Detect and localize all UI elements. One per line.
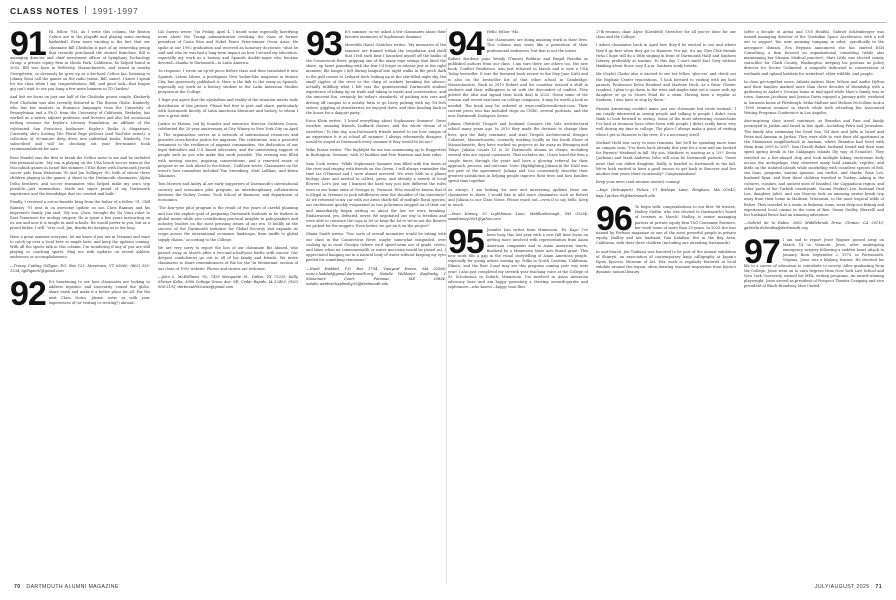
note-paragraph: As always, I am looking for new and interesting updates from our classmates to share. I would like to add more classmates such as Robert and Juliana to our Class Notes. Please reach out—even if to say hello. Keep in touch.	[448, 187, 588, 208]
note-paragraph: Justice in Motion, led by founder and executive director Cathleen Caron, celebrated the 20-year anniversary at City Winery in New York City on April 3. The organization serves as a network of international resources and provides cross-border justice for migrants. The celebration 'was a powerful testament to the resilience of migrant communities, the dedication of our legal defenders and U.S.-based advocates, and the unwavering support of people such as you who make this work possible. The evening was filled with moving stories, inspiring conversations, and a renewed sense of purpose as we look ahead to the future,' Cathleen wrote. Classmates on the event's host committee included Tim Greenberg, Matt LeBlanc, and Kenta Takamori.	[158, 122, 298, 179]
class-year-numeral: 91	[10, 30, 46, 63]
right-page	[448, 30, 886, 580]
left-page	[10, 30, 448, 580]
correspondent-signature: —Gabriel de la Rubia, 3062 Middlebrook Drive, Clinton, CA 20115; gabriela.delarubia@dartmouth.org	[744, 221, 884, 231]
note-paragraph: It's heartening to see how classmates are looking to address injustice and insecurity 'round the globe, share earth and make it a better place for all. For the next Class Notes, please write in with your experiences of (or visiting or retiring?) abroad.	[48, 279, 150, 305]
correspondent-signature: —Tracey Cutting Gilligan, P.O. Box 123, Moretown, VT 05660; (802) 555-1234; tgilligan91@gmail.com	[10, 263, 150, 273]
note-paragraph: Ifir (Soyhi) Clarke also is excited to see her fellow 'glee-ers' and check out the Hopkins Center renovations. 'I look forward to visiting with my host parents, Professors Kevin Reinhart and Marlene Heck. As a River Cluster resident, I plan to go down to the river and maybe take out a canoe with my daughter or go to Storrs Pond for a swim. Having been a regular at Sanborn, I also have to stop by there.'	[596, 72, 736, 103]
class-note-entry	[10, 274, 150, 313]
left-column-1	[10, 30, 150, 580]
class-year-numeral: 93	[306, 30, 342, 63]
note-paragraph: Michael Hold was sorry to miss reunions, but he'll be spending more time on campus soon. 'I've been back already this year for a tour and am booked for Parents' Weekend in fall. My son, Matthew, is starting as a '29!' Devin (Jackson) and Mark Andrews (who will soon be Dartmouth parents. 'Great news that our oldest daughter, Reilly, is headed to Dartmouth in the fall. We're both excited to have a good excuse to get back to Hanover and live another four years there vicariously!' Congratulations!	[596, 140, 736, 177]
note-paragraph: In mid-March, Jen Tsakumi was honored to be part of the annual exhibition of Shinryū, an association of contemporary kanji calligraphy at Japan's Kyoto Kyocera Museum of Art. Her work is regularly featured in local exhibits around the region, often drawing seasonal inspiration from Kyoto's dynamic natural beauty.	[596, 249, 736, 275]
note-paragraph: Hi, fellow '91s. As I write this column, the Boston Celtics are in the playoffs and playing some exciting basketball. Even more exciting is the fact that our classmate Bill Chisholm is part of an ownership group that recently purchased the storied franchise. Bill is managing director and chief investment officer of Symphony Technology Group, a private equity firm in Menlo Park, California, he helped found in 2002. Bill was born in Wellesley, Massachusetts, and raised in nearby Georgetown, so obviously he grew up as a die-hard Celtics fan, listening to Johnny Most call the games on the radio (same, Bill, same). I know I speak for the class when I say congratulations, Bill, and good luck—that league gig can't wait to see you hang a few more banners in TD Garden!	[10, 30, 150, 92]
class-note-entry	[596, 199, 736, 276]
header-rule	[10, 22, 886, 23]
correspondent-signature: —Kaja (Schuppert) Pickes, 11 Bishops Lane, Hingham, MA 02043; kaja.l.pickes.95@dartmouth.edu	[596, 188, 736, 198]
note-paragraph: Finally, I received a not-so-humble brag from the father of a fellow '91, Cliff Ramsay '91 sent in on awesome update on son Chris Ramsay and his impressive family. Jim said, 'My son, Chris, brought the Da Vinci robot to East Tennessee for urology surgery. He is spent a few years instructing on its use and now it is taught in med schools. He would prefer to you, but as a proud father, I will.' Very cool, Jim, thanks for keeping us in the loop.	[10, 200, 150, 231]
class-note-entry	[158, 30, 298, 290]
note-paragraph: Juliana (Wettick) Tiropoli and husband Conners the Vale architectural school many years ago. In 2010 they made the decision to change their lives, quit the daily commute, and start Tiropoli Architectural Design's Cohasset, Massachusetts, currently working locally on the South Shore of Massachusetts, they have worked on projects as far away as Winnipeg and Tokyo. Juliana counts 15 to 20 Dartmouth alumni as clients, including several who are repeat customers. That includes me; I have hired the firm a couple times through the years and have a glowing referral for their approach, process, and outcome. Note: Highlighting Juliana in the DAM was not part of the agreement! Juliana and Ceo consistently describe their greatest satisfaction in helping people improve their lives and how families spend time together.	[448, 122, 588, 184]
note-paragraph: 27th-reunion chair Alyse (Kornfeld) Streicher for all you've done for our class and the College.	[596, 30, 736, 40]
note-paragraph: Have a great summer everyone, let me know if you are in Vermont and want to catch up over a local beer or maple latte, and keep the updates coming. With all the sports talk in this column, I'm wondering if any of you are still playing or coaching sports. Ping me with updates on recent athletic endeavors or accomplishments.	[10, 234, 150, 260]
note-paragraph: Meredith (Katz) Gantcher writes: 'My memories of the summer are framed within the trepidation and thrill that I felt each time I launched myself off the banks of the Connecticut River, gripping one of the many rope swings that lined the shore, up heart pounding with the fear I'd forget to release just at the right moment; the longer I felt during languid late night walks in the pitch dark to the golf course or Ledyard dock looking up at the star-filled night sky, the small ripples of the river or the chirp of crickets breaking the silence; actually fulfilling what I felt was the quintessential Dartmouth student experience of hiking up on trails and taking in meals and conversation; and the innocent fun, certainly for today's standards, of packing into cars and driving off campus to a nearby farm to go berry picking with my Tri-Delt sisters, giggling at strawberries we enjoyed there, and then heading back to the house for a daiquiri party.'	[306, 43, 446, 116]
note-paragraph: Ross Mandel was the first to break the Celtics news to me and he included this personal note: 'My son is playing on the USA beach soccer team at the Maccabiah games in Israel this summer. I'll be there with Dartmouth Jewish soccer pals Dana Weinstein '90 and Jon Sollinger '90, both of whose three children playing in the games. A shout to the Dartmouth classmates, Alpha Delta brothers, and soccer teammates who helped make my son's trip possible—just tremendous. Made me super proud of my Dartmouth experience and the friendships that we created and built.'	[10, 155, 150, 197]
left-column-2	[158, 30, 298, 580]
class-year-numeral: 96	[596, 199, 632, 238]
section-title: CLASS NOTES	[10, 6, 80, 16]
right-page-number: 71	[875, 584, 882, 590]
note-paragraph: Hello, fellow '94s.	[486, 30, 520, 34]
note-paragraph: Shana Smith writes: 'Two sorts of overall memories would be tubing with our class in the Connecticut River, maybe somewhat misguided, over cooking up in rural Georgia (where we'd speed-swim out of grade, rivers, and lakes when no commonwealth or water moccasin would be joined us). I appreciated hanging out in a natural body of water without keeping my eyes peeled for something venomous!'	[306, 232, 446, 263]
note-paragraph: I asked classmates back in April how they'd be excited to see and where they'd go first when they got to Hanover. For me, it's my Glee Club friends (who I hope will do a little singing in front of Dartmouth Hall) and Sanborn Library, preferably at teatime. To this day, I can't smell Earl Grey without thinking about those cozy 4 p.m. Sanborn study breaks.	[596, 43, 736, 69]
note-paragraph: Erica Klein writes: 'I loved everything about Sophomore Summer! Great weather, amazing friends, laidback classes, and the whole dream of it ourselves! To this day, non-Dartmouth friends marvel to me how unique of an experience it is at school all summer. I always vehemently disagree. I would've stayed at Dartmouth every summer if they would've let me!'	[306, 119, 446, 145]
class-year-numeral: 94	[448, 30, 484, 63]
class-year-numeral: 92	[10, 274, 46, 313]
class-year-numeral: 97	[744, 232, 780, 271]
note-paragraph: Tom Morrow and Andry Al are early supporters of Dartmouth's international security and economics pilot program, an interdisciplinary collaboration between the Dickey Center, Tuck School of Business, and department of economics.	[158, 182, 298, 203]
class-note-entry	[596, 30, 736, 199]
note-paragraph: (after a decade at Aetna and CVS Health). Gabriel Schlemberger was named managing director of the Quotidian Space Accelerator, with a roll out to support 'the next amazing company in orbit,' specifically in the aerospace domain. Eva Heyman announced she has started ESH Consulting, a firm focused on organizational consulting (while also maintaining her Mission Medical practice), Matt Little was elected county councillor for Clark County, Washington, keeping his position as policy director for Doctor Unlimited, a nonprofit dedicated to conservation of wetlands and upland habitats for waterfowl, other wildlife, and people.	[744, 30, 884, 76]
note-paragraph: Pamela Armstrong couldn't name just one classmate but wrote instead: 'I am totally interested in seeing people and talking to people I didn't even think to look forward to seeing. Some of the most interesting connections I've had at reunions have often been with people I didn't really know very well during my time in college. The place I always make a point of visiting when I get to Hanover is the river. It's a necessary stroll.'	[596, 106, 736, 137]
right-footer	[815, 584, 886, 594]
left-page-number: 70	[14, 584, 21, 590]
correspondent-signature: —Nunb Haddad, P.O. Box 1754, Vineyard Haven, MA 02568; nunz.r.haddad@gmail.dartmouth.org; Natalie Weldoner Kaplinsky, 1 Stonemore Court, Potomac, MD 20854; natalie.weidner.kaplinsky.93@dartmouth.edu	[306, 266, 446, 287]
note-paragraph: 'In response, I wrote an op-ed piece before class and then translated it into Spanish. Letras Libres, a prestigious New Yorker-like magazine in Mexico City, has generously published it. Here is the link to the essay in Spanish, especially my work as a history student in the Latin American Studies program at the College.	[158, 69, 298, 95]
note-paragraph: To begin with, congratulations to our first '96 trustee, Hadley Mullin, who was elected to Dartmouth's board of trustees in March! Hadley is senior managing partner at private equity firm TSG Consumer Partners, her work home of more than 20 years. In 2023 she was named by Fortune magazine as one of the most powerful people in private equity. Hadley and her husband, Dan Kalafian, live in the Bay Area, California, with their three children (including one attending Dartmouth).	[596, 204, 736, 246]
class-note-entry	[306, 30, 446, 287]
correspondent-signature: —John L. McWilliams '92, 7429 Marquette St., Dallas, TX 75225; Kelly Shriver Kolin, 3900 Cottage Grove Ave. SE, Cedar Rapids, IA 52403; (920) 906-2193; dartmouth92news@gmail.com	[158, 274, 298, 290]
note-paragraph: 'I hope you agree that the symbolism and reality of the situation merits wide distribution of this protest. Please feel free to post and share, particularly with Dartmouth faculty of Latin American literature and history, to whom I owe a great debt.'	[158, 98, 298, 119]
correspondent-signature: —Sean Kinney, 53 Lighthouse Lane, Middlesborough, NH 03234; seankinney2001@yahoo.com	[448, 211, 588, 221]
note-paragraph: I am sad to report Jesse Wagner passed away on March 14 in Vermont. Jesse, after undergoing emergency surgery following a sudden heart attack in January. Born September 2, 1975, in Portsmouth, Virginia, Jesse was a lifelong learner. He devoted his life to a career of education to contribute to society. After graduating from the College, Jesse went on to earn degrees from New York Law School and New York University, earned his MFA, writing programs. An award-winning playwright, Jesse served as president of Prospect Theater Company and vice president of Black Broadway Men United.	[744, 237, 884, 289]
class-year-numeral: 95	[448, 222, 484, 261]
class-note-entry	[448, 222, 588, 290]
class-note-entry	[744, 232, 884, 290]
right-column-2	[596, 30, 736, 580]
note-paragraph: In class get-together news, Atlanta natives Marc Wilson and Andre Hylton and their families marked more than three decades of friendship with a gathering at Andre's Georgia home in mid-April while Marc's family was in town. Samesa Jacobson and Jessica Davis enjoyed a January girls' weekend in Sarasota home of Pittsburgh. Erika Maltner and Melissa McCollum took a '1990 reunion reunion' in March while both attending the Associated Writing Programs Conference in Los Angeles.	[744, 79, 884, 116]
page-header	[10, 6, 138, 22]
note-paragraph: And lest we focus on just one half of the Chisholm power couple, Kimberly Ford Chisholm was also recently featured in The Boston Globe. Kimberly, who has her masters in Romance languages from the University of Pennsylvania and a Ph.D. from the University of California, Berkeley, has worked as a writer, adjunct professor, and lecturer and also led occasional writing sessions for Kepler's Literary Foundation, an affiliate of the celebrated San Francisco bookstore. Kepler's Books & Magazines. Currently, she's hosting The Floral Page podcast (and YouTube series), a collection of 90-minute deep dives into individual books. Kimberly, I've subscribed and will be checking out your five-minute book recommendations for sure.	[10, 95, 150, 152]
note-paragraph: Sam Cook writes: 'While Sophomore Summer was filled with fun times at the river and ringing with friends on the Green, I will always remember the time Liz O'Hanrad and I were almost arrested. We were both in a planet biology class and needed to collect, press, and identify a variety of local flowers. Let's just say I learned the hard way just how different the rules were in our home state of Georgia vs. Vermont. Who would've known that it is illegal in Vermont to pick wildflowers near the shoulder of the interstate? As we returned to my car with our arms chock-full of multiple floral species, our excitement quickly evaporated as two policemen stopped on of their car and immediately began writing us about the law we were breaking. Embarrassed, yes, defeated, never. We negotiated our way to freedom and were able to convince the cops to let us keep the lot to we're not the flowers we picked for the nuggets. Even better, we got an A on the project!'	[306, 161, 446, 229]
section-years: 1991-1997	[92, 6, 139, 16]
right-column-1	[448, 30, 588, 580]
class-note-entry	[744, 30, 884, 232]
note-paragraph: Mike Fraser writes: 'The highlight for me was summoning up to Ruggerfest in Burlington, Vermont, with 20 buddies and Pete Harrison and boat rides.'	[306, 148, 446, 158]
header-divider	[85, 6, 86, 14]
class-note-entry	[448, 30, 588, 222]
note-paragraph: We are very sorry to report the loss of our classmate Riz Ahmed, who passed away in March after a two-and-a-half-year battle with cancer. Our deepest condolences go out to all of his family and friends. We invite classmates to share remembrances of Riz for the 'In Memoriam' section of our class of 1992 website. Photos and stories are welcome.	[158, 245, 298, 271]
left-column-3	[306, 30, 446, 580]
note-paragraph: Lili Guerra wrote: 'On Friday, April 4, I heard some especially horrifying news about the Trump administration revoking the visas of former president of Costa Rica and Nobel Peace Prize-winner Óscar Arias. He spoke at our 1992 graduation and received an honorary doctorate; what he said and who he was had a long-term impact on how I viewed my education, especially my work as a history and Spanish double-major who became devoted—thanks to Dartmouth—to Latin America.	[158, 30, 298, 66]
note-paragraph: Our classmates are doing amazing work in their lives. This column may seem like a promotion of their professional endeavors, but that is not the intent.	[486, 38, 588, 53]
left-footer	[10, 584, 119, 594]
issue-date: JULY/AUGUST 2025	[814, 584, 870, 590]
note-paragraph: Keep your news (and reunion stories) coming!	[596, 180, 681, 185]
note-paragraph: 'The four-year pilot program is the result of two years of careful planning and has the explicit goal of preparing Dartmouth students to be leaders in global issues while also contributing practical insights to policymakers and industry leaders on the most pressing issues of our era. It builds on the success of the Dartmouth Initiative for Global Security and expands its scope across the international economic landscape, from tariffs to global supply chains,' according to the College.	[158, 206, 298, 242]
note-paragraph: Awe-inspiring class travel continues, as Brandon and Pam and family journeyed to Jordan and Israel in late April—including Petra and Jerusalem. The family also swimming the Dead Sea, Tel Aviv, and Jaffa in Israel and Petra and Amman in Jordan. They were able to visit their old apartment in the Shemesani neighborhood in Amman, where Brandon had lived with them from 2005 to 2007. Dan (David) Baker, husband Daniel and their sons spent spring break in the Galapagos Islands (by way of Ecuador). They traveled on a live-aboard ship and took multiple hiking excursions daily across the archipelago, they observed many land animals, reptiles, and birds on the isolated islands while snorkeling with countless species of fish, sea lions, penguins, marine iguanas, sea turtles, and sharks. Rose Lee, husband Ryan, and their three children traveled to Turkey—taking in the cultures, cuisines, and ancient sites of Istanbul, the Cappadocia region, and other parts of the Turkish countryside. Naomi (Parker) Lee, husband Paul Lee, daughter Juliet, and son Marcus took an amazing winter break trip away from their home in Madison, Wisconsin, to the most tropical wilds of Belize. They traveled to a rustic in Belizean ruins, went deep-sea fishing and experienced local cuisine in the town of Ben. Susan Dudley (Burrell) and her husband Bruce had an amazing adventure.	[744, 119, 884, 217]
note-paragraph: Jennifer Lim writes from Minnesota: 'Hi, Kaja! I've been busy this last year with a new full time focus on getting more involved with representation from Asian American companies and to Asian American tenets, finalized by a Minnesota State Arts Board grant. This new work fills a gap in the visual storytelling of Asian American people, especially for young artists coming up. Folks in North Carolina, California, Illinois, and the East Coast may see this program coming your way next year! I also just completed my seventh year teaching voice at the College of St. Scholastica in Duluth, Minnesota. I'm involved in Asian American advocacy here and am happy parenting a thriving seventh-grader and sophomore—who knows—happy soon flies.'	[448, 227, 588, 290]
right-column-3	[744, 30, 884, 580]
note-paragraph: It's summer, so we asked a few classmates about their favorite memories of Sophomore Summer.	[344, 30, 446, 40]
note-paragraph: Robert Bordone joins Wendy (Timms) Robbins and Brigid Pasulka as published authors from our class. I am sure there are others too. His new book, Conflict Resilience, was just released in March and is now a USA Today bestseller. It was the featured book review in the May-June DAM and is also on the bestseller list of that other school in Cambridge, Massachusetts. Back in 2019 Robert and his coauthor noticed a shift in students and their willingness to sit with the discomfort of conflict. They piloted the idea and signed their book deal in 2022. Given some of the tension and recent reactions on college campuses, it may be worth a look as needed. The book may be ordered at www.conflictresilience.com. Their current press tour has included stops on CNBC, several podcasts, and the new Dartmouth Dialogues Series.	[448, 56, 588, 119]
magazine-title: DARTMOUTH ALUMNI MAGAZINE	[26, 584, 119, 590]
class-note-entry	[10, 30, 150, 274]
